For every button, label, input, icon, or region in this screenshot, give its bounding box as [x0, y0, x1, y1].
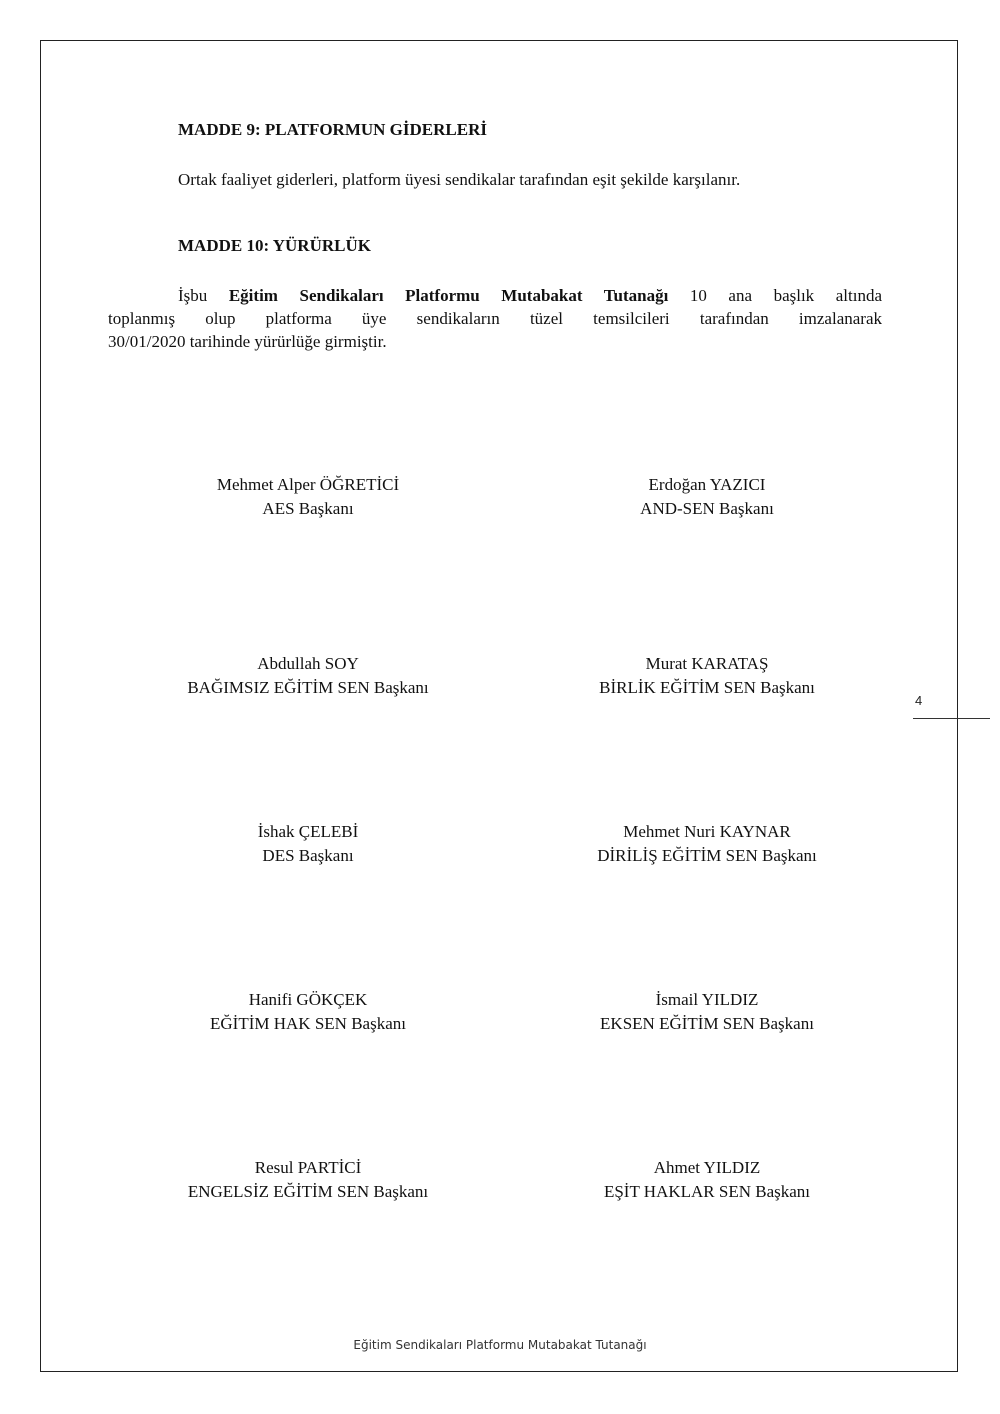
signatory-name: Ahmet YILDIZ — [653, 1158, 761, 1177]
signatory-block — [527, 473, 887, 521]
signatory-title: EĞİTİM HAK SEN Başkanı — [210, 1014, 406, 1033]
signatory-name: Mehmet Alper ÖĞRETİCİ — [216, 475, 400, 494]
madde10-line-3: 30/01/2020 tarihinde yürürlüğe girmiştir. — [108, 332, 387, 351]
page-number-rule — [913, 718, 990, 719]
page-footer: Eğitim Sendikaları Platformu Mutabakat Tutanağı — [353, 1338, 647, 1352]
madde10-text-start: İşbu — [178, 286, 229, 305]
signatory-block — [527, 988, 887, 1036]
signatory-name: İshak ÇELEBİ — [257, 822, 359, 841]
signatory-block — [128, 473, 488, 521]
signatory-title: ENGELSİZ EĞİTİM SEN Başkanı — [187, 1182, 429, 1201]
madde10-text-bold: Eğitim Sendikaları Platformu Mutabakat Tutanağı — [228, 286, 669, 305]
signatory-block — [128, 652, 488, 700]
signatory-title: EŞİT HAKLAR SEN Başkanı — [603, 1182, 811, 1201]
signatory-block — [128, 988, 488, 1036]
signatory-name: Hanifi GÖKÇEK — [248, 990, 368, 1009]
signatory-block — [527, 820, 887, 868]
signatory-name: Resul PARTİCİ — [254, 1158, 362, 1177]
signatory-title: AES Başkanı — [262, 499, 354, 518]
madde10-text-line1-end: 10 ana başlık altında — [668, 286, 882, 305]
signatory-title: AND-SEN Başkanı — [640, 499, 774, 518]
signatory-title: DİRİLİŞ EĞİTİM SEN Başkanı — [597, 846, 817, 865]
signatory-block — [527, 1156, 887, 1204]
signatory-title: BAĞIMSIZ EĞİTİM SEN Başkanı — [187, 678, 429, 697]
madde10-line-2: toplanmış olup platforma üye sendikaların tüzel temsilcileri tarafından imzalanarak — [108, 309, 882, 328]
signatory-block — [128, 820, 488, 868]
signatory-block — [128, 1156, 488, 1204]
signatory-title: EKSEN EĞİTİM SEN Başkanı — [600, 1014, 814, 1033]
signatory-name: İsmail YILDIZ — [655, 990, 759, 1009]
signatory-name: Murat KARATAŞ — [645, 654, 769, 673]
signatory-block — [527, 652, 887, 700]
page-number: 4 — [915, 693, 923, 708]
signatory-name: Abdullah SOY — [257, 654, 359, 673]
signatory-name: Mehmet Nuri KAYNAR — [623, 822, 791, 841]
madde10-heading: MADDE 10: YÜRÜRLÜK — [178, 236, 371, 255]
signatory-title: BİRLİK EĞİTİM SEN Başkanı — [599, 678, 815, 697]
madde10-line-1 — [108, 284, 882, 307]
signatory-title: DES Başkanı — [262, 846, 354, 865]
madde9-heading: MADDE 9: PLATFORMUN GİDERLERİ — [178, 120, 487, 139]
madde10-text — [108, 284, 882, 353]
signatory-name: Erdoğan YAZICI — [648, 475, 766, 494]
madde9-text: Ortak faaliyet giderleri, platform üyesi sendikalar tarafından eşit şekilde karşılanır. — [178, 170, 741, 189]
